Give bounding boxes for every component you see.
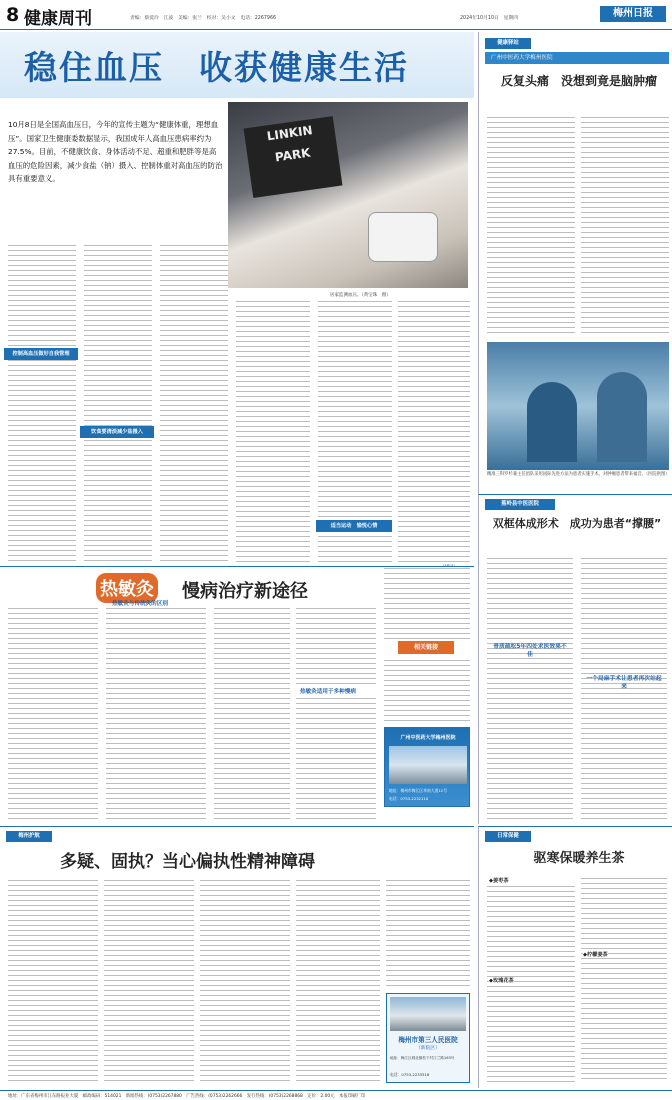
- sidebar-tag-2: 蕉岭县中医医院: [485, 499, 555, 510]
- footer: [0, 1090, 672, 1100]
- sidebar-column-1: [487, 116, 575, 336]
- mental-headline: 多疑、固执？当心偏执性精神障碍: [60, 852, 315, 872]
- sidebar-hospital: 广州中医药大学梅州医院: [485, 52, 669, 64]
- tcm-subhead-1: 热敏灸与传统灸的区别: [112, 601, 168, 607]
- lead-banner: [0, 32, 474, 98]
- surgery-photo: [487, 342, 669, 470]
- sidebar-tag: 健康驿站: [485, 38, 531, 49]
- page-number: 8: [6, 4, 20, 26]
- surgery-caption: 精准三科罗杉兼主任团队采用国际先进方法为患者实施手术，对肿瘤患者带来福音。（医院供图）: [487, 472, 670, 477]
- lead-headline: 稳住血压 收获健康生活: [24, 48, 409, 87]
- sidebar-story-2: [478, 494, 672, 824]
- tcm-column-7: [384, 659, 470, 723]
- daily-column-1: [487, 885, 575, 1083]
- mental-hospital-name: 梅州市第三人民医院: [398, 1036, 458, 1044]
- mental-hospital-phone: 电话：0753-2233518: [390, 1072, 430, 1077]
- lead-column-4: [236, 300, 310, 564]
- hospital-ad: [384, 727, 470, 807]
- lead-column-6: [398, 300, 470, 564]
- sidebar-headline-text: 反复头痛 没想到竟是脑肿瘤: [500, 74, 657, 88]
- photo-caption: 居家监测血压。（黄宝珠 摄）: [330, 293, 391, 298]
- hospital-ad-name: 广州中医药大学梅州医院: [400, 735, 456, 741]
- related-link-tag: 相关链接: [398, 641, 454, 654]
- hospital-building-image: [389, 746, 467, 784]
- daily-column-2: [581, 877, 667, 1083]
- lead-story: [0, 32, 474, 564]
- blood-pressure-photo: [228, 102, 468, 288]
- tcm-story: [0, 566, 474, 824]
- mental-column-4: [296, 879, 380, 1083]
- shirt-print: LINKIN PARK: [244, 116, 343, 198]
- subhead-1: 控制高血压做好自我管理: [4, 348, 78, 360]
- issue-date: 2024年10月10日 星期四: [460, 16, 518, 21]
- tcm-column-5: [296, 697, 376, 819]
- sidebar2-subhead-1: 骨质疏松5年四处求医效果不佳: [493, 644, 567, 658]
- mental-tag: 梅州护航: [6, 831, 52, 842]
- tea-3-heading: ◆玫瑰花茶: [489, 978, 514, 984]
- mental-hospital-sub: （新院区）: [416, 1046, 440, 1051]
- surgeon-figure: [527, 382, 577, 462]
- hospital-ad-phone: 电话：0753-2232110: [389, 796, 429, 801]
- lead-column-3: [160, 244, 228, 564]
- lead-intro: 10月8日是全国高血压日，今年的宣传主题为“健康体重，理想血压”。国家卫生健康委数据显示，我国成年人高血压患病率约为27.5%。目前，不健康饮食、身体活动不足、超重和肥胖等是高血压的危险因素，减少食盐（钠）摄入、控制体重对高血压的防治具有重要意义。: [8, 120, 223, 183]
- surgeon-figure-2: [597, 372, 647, 462]
- lead-column-2: [84, 244, 152, 564]
- subhead-3: 适当运动 愉悦心情: [316, 520, 392, 532]
- mental-column-5: [386, 879, 470, 989]
- bp-monitor: [368, 212, 438, 262]
- daily-care-story: [478, 826, 672, 1088]
- tea-1-heading: ◆姜枣茶: [489, 878, 509, 884]
- section-title: 健康周刊: [24, 9, 92, 29]
- footer-text: 地址：广东省梅州市江东路报业大厦 邮政编码：514021 新闻热线：(0753)2267880 广告热线：(0753)2262666 发行热线：(0753)2268868 定价：2.00元 本报印刷厂印: [8, 1094, 366, 1099]
- editor-credits: 责编：蔡爱玲 江波 美编：张兰 校对：吴小文 电话：2267966: [130, 16, 277, 21]
- daily-headline: 驱寒保暖养生茶: [533, 851, 625, 866]
- mental-hospital-image: [390, 997, 466, 1031]
- mental-column-3: [200, 879, 290, 1083]
- lead-column-1: [8, 244, 76, 564]
- hospital-ad-address: 地址：梅州市梅江区华南大道12号: [389, 788, 447, 793]
- mental-hospital-ad: [386, 993, 470, 1083]
- mental-column-1: [8, 879, 98, 1083]
- sidebar2-column-1: [487, 557, 573, 819]
- tcm-column-4: [296, 607, 376, 687]
- moxibustion-word: 热敏灸: [96, 573, 158, 603]
- mental-column-2: [104, 879, 194, 1083]
- sidebar-headline-2: 双框体成形术 成功为患者“撑腰”: [492, 517, 662, 530]
- masthead: [0, 0, 672, 30]
- tea-4-heading: ◆柠檬姜茶: [583, 952, 608, 958]
- daily-tag: 日常保健: [485, 831, 531, 842]
- mental-hospital-address: 地址：梅江区城北镇松下村江兰路163号: [390, 1056, 455, 1060]
- sidebar-headline: [499, 72, 659, 90]
- sidebar-column-2: [581, 116, 669, 336]
- subhead-2: 饮食要清淡减少盐摄入: [80, 426, 154, 438]
- tcm-headline: 慢病治疗新途径: [182, 581, 308, 602]
- sidebar-story-1: [478, 32, 672, 494]
- tcm-column-2: [106, 607, 206, 819]
- tcm-column-3: [214, 607, 290, 819]
- mental-health-story: [0, 826, 474, 1088]
- tcm-column-1: [8, 607, 98, 819]
- tcm-column-6: [384, 567, 470, 639]
- tcm-subhead-2: 热敏灸适用于多种慢病: [300, 689, 356, 695]
- sidebar2-subhead-2: 一个局麻手术让患者再次站起来: [586, 676, 662, 690]
- newspaper-logo: 梅州日报: [600, 6, 666, 22]
